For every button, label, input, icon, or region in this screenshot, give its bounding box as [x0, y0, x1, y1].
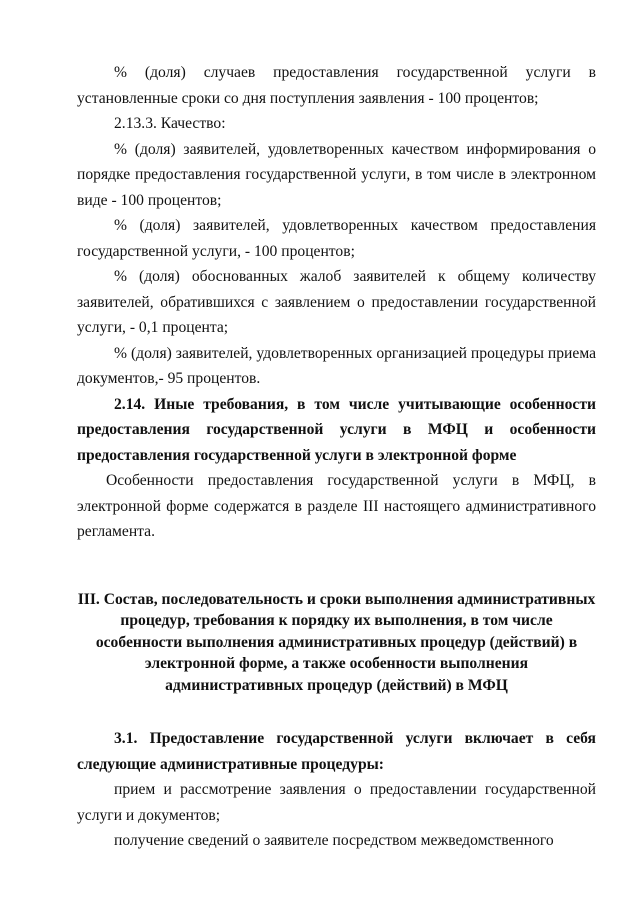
section-heading: III. Состав, последовательность и сроки выполнения административных процедур, требования к порядку их выполнения, в том числе особенности выполнения административных процедур (действий) в электронной форме, а также особенности выполнения административных процедур (действий) в МФЦ [77, 590, 596, 694]
paragraph: % (доля) обоснованных жалоб заявителей к общему количеству заявителей, обратившихся с заявлением о предоставлении государственной услуги, - 0,1 процента; [77, 268, 596, 336]
paragraph: 2.13.3. Качество: [114, 115, 226, 132]
paragraph: 3.1. Предоставление государственной услуги включает в себя следующие административные процедуры: [77, 730, 596, 773]
paragraph: % (доля) заявителей, удовлетворенных качеством информирования о порядке предоставления государственной услуги, в том числе в электронном виде - 100 процентов; [77, 140, 596, 209]
paragraph: получение сведений о заявителе посредством межведомственного [114, 832, 554, 850]
paragraph: прием и рассмотрение заявления о предоставлении государственной услуги и документов; [77, 781, 596, 824]
body-text-after-heading [77, 726, 596, 854]
paragraph: % (доля) случаев предоставления государственной услуги в установленные сроки со дня поступления заявления - 100 процентов; [77, 64, 596, 107]
paragraph: Особенности предоставления государственной услуги в МФЦ, в электронной форме содержатся в разделе III настоящего административного регламента. [77, 472, 596, 540]
body-text-before-heading [77, 60, 596, 545]
paragraph: % (доля) заявителей, удовлетворенных качеством предоставления государственной услуги, - 100 процентов; [77, 217, 596, 260]
paragraph: % (доля) заявителей, удовлетворенных организацией процедуры приема документов,- 95 процентов. [77, 344, 596, 387]
paragraph: 2.14. Иные требования, в том числе учитывающие особенности предоставления государственной услуги в МФЦ и особенности предоставления государственной услуги в электронной форме [77, 395, 596, 464]
